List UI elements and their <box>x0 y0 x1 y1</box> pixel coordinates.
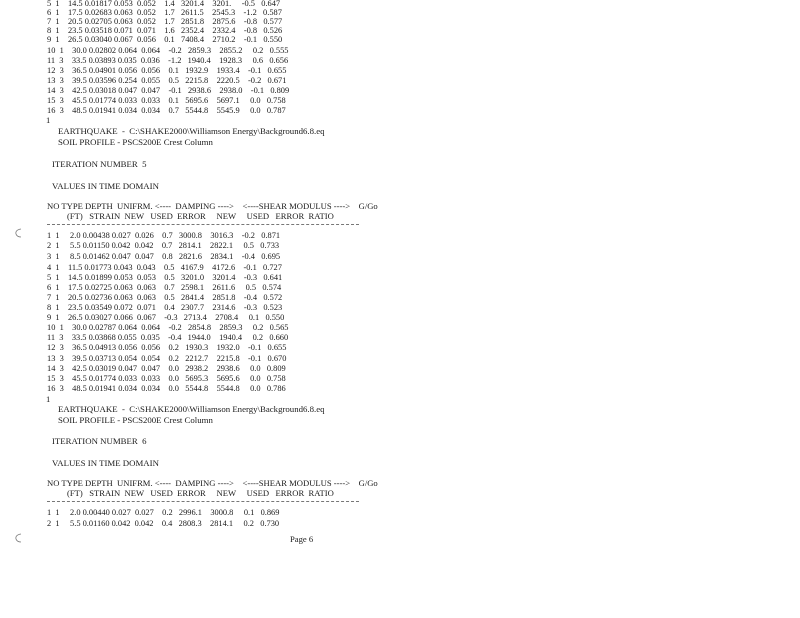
table-row: 15 3 45.5 0.01774 0.033 0.033 0.0 5695.3 5695.6 0.0 0.758 <box>47 374 286 383</box>
table-row: 15 3 45.5 0.01774 0.033 0.033 0.1 5695.6 5697.1 0.0 0.758 <box>47 96 286 105</box>
earthquake-file-line: EARTHQUAKE - C:\SHAKE2000\Williamson Energy\Background6.8.eq <box>58 404 325 414</box>
column-header-line-1: NO TYPE DEPTH UNIFRM. <---- DAMPING ----> <----SHEAR MODULUS ----> G/Go <box>47 201 378 211</box>
table-row: 4 1 11.5 0.01773 0.043 0.043 0.5 4167.9 4172.6 -0.1 0.727 <box>47 263 282 272</box>
table-row: 5 1 14.5 0.01899 0.053 0.053 0.5 3201.0 3201.4 -0.3 0.641 <box>47 273 283 282</box>
table-row: 8 1 23.5 0.03549 0.072 0.071 0.4 2307.7 2314.6 -0.3 0.523 <box>47 303 283 312</box>
iteration-number: ITERATION NUMBER 6 <box>52 436 147 446</box>
section-title: VALUES IN TIME DOMAIN <box>52 181 159 191</box>
column-header-line-1: NO TYPE DEPTH UNIFRM. <---- DAMPING ----> <----SHEAR MODULUS ----> G/Go <box>47 478 378 488</box>
table-row: 11 3 33.5 0.03893 0.035 0.036 -1.2 1940.4 1928.3 0.6 0.656 <box>47 56 289 65</box>
table-row: 1 1 2.0 0.00440 0.027 0.027 0.2 2996.1 3000.8 0.1 0.869 <box>47 508 280 517</box>
table-row: 7 1 20.5 0.02736 0.063 0.063 0.5 2841.4 2851.8 -0.4 0.572 <box>47 293 283 302</box>
table-row: 9 1 26.5 0.03027 0.066 0.067 -0.3 2713.4 2708.4 0.1 0.550 <box>47 313 285 322</box>
block-end-marker: 1 <box>46 394 51 404</box>
table-row: 14 3 42.5 0.03018 0.047 0.047 -0.1 2938.6 2938.0 -0.1 0.809 <box>47 86 290 95</box>
soil-profile-line: SOIL PROFILE - PSCS200E Crest Column <box>58 415 213 425</box>
table-row: 2 1 5.5 0.01150 0.042 0.042 0.7 2814.1 2822.1 0.5 0.733 <box>47 241 280 250</box>
table-row: 3 1 8.5 0.01462 0.047 0.047 0.8 2821.6 2834.1 -0.4 0.695 <box>47 252 281 261</box>
table-row: 13 3 39.5 0.03713 0.054 0.054 0.2 2212.7 2215.8 -0.1 0.670 <box>47 354 287 363</box>
section-title: VALUES IN TIME DOMAIN <box>52 458 159 468</box>
scan-margin-mark-icon <box>14 228 22 238</box>
page-number: Page 6 <box>290 534 314 544</box>
table-row: 10 1 30.0 0.02802 0.064 0.064 -0.2 2859.3 2855.2 0.2 0.555 <box>47 46 289 55</box>
table-row: 12 3 36.5 0.04913 0.056 0.056 0.2 1930.3 1932.0 -0.1 0.655 <box>47 343 287 352</box>
table-row: 2 1 5.5 0.01160 0.042 0.042 0.4 2808.3 2814.1 0.2 0.730 <box>47 519 280 528</box>
column-header-line-2: (FT) STRAIN NEW USED ERROR NEW USED ERROR RATIO <box>67 211 334 221</box>
column-header-line-2: (FT) STRAIN NEW USED ERROR NEW USED ERROR RATIO <box>67 488 334 498</box>
table-row: 10 1 30.0 0.02787 0.064 0.064 -0.2 2854.8 2859.3 0.2 0.565 <box>47 323 289 332</box>
table-row: 8 1 23.5 0.03518 0.071 0.071 1.6 2352.4 2332.4 -0.8 0.526 <box>47 26 283 35</box>
table-row: 14 3 42.5 0.03019 0.047 0.047 0.0 2938.2 2938.6 0.0 0.809 <box>47 364 286 373</box>
scan-margin-mark-icon <box>14 533 22 543</box>
table-row: 16 3 48.5 0.01941 0.034 0.034 0.7 5544.8 5545.9 0.0 0.787 <box>47 106 286 115</box>
table-row: 11 3 33.5 0.03868 0.055 0.035 -0.4 1944.0 1940.4 0.2 0.660 <box>47 333 289 342</box>
header-divider <box>47 224 359 225</box>
header-divider <box>47 501 359 502</box>
table-row: 9 1 26.5 0.03040 0.067 0.056 0.1 7408.4 2710.2 -0.1 0.550 <box>47 35 283 44</box>
iteration-number: ITERATION NUMBER 5 <box>52 159 147 169</box>
soil-profile-line: SOIL PROFILE - PSCS200E Crest Column <box>58 137 213 147</box>
table-row: 1 1 2.0 0.00438 0.027 0.026 0.7 3000.8 3016.3 -0.2 0.871 <box>47 231 281 240</box>
table-row: 16 3 48.5 0.01941 0.034 0.034 0.0 5544.8 5544.8 0.0 0.786 <box>47 384 286 393</box>
table-row: 12 3 36.5 0.04901 0.056 0.056 0.1 1932.9 1933.4 -0.1 0.655 <box>47 66 287 75</box>
block-end-marker: 1 <box>46 115 51 125</box>
table-row: 6 1 17.5 0.02725 0.063 0.063 0.7 2598.1 2611.6 0.5 0.574 <box>47 283 282 292</box>
table-row: 5 1 14.5 0.01817 0.053 0.052 1.4 3201.4 3201. -0.5 0.647 <box>47 0 281 8</box>
table-row: 6 1 17.5 0.02683 0.063 0.052 1.7 2611.5 2545.3 -1.2 0.587 <box>47 8 282 17</box>
table-row: 7 1 20.5 0.02705 0.063 0.052 1.7 2851.8 2875.6 -0.8 0.577 <box>47 17 283 26</box>
earthquake-file-line: EARTHQUAKE - C:\SHAKE2000\Williamson Energy\Background6.8.eq <box>58 126 325 136</box>
table-row: 13 3 39.5 0.03596 0.254 0.055 0.5 2215.8 2220.5 -0.2 0.671 <box>47 76 287 85</box>
